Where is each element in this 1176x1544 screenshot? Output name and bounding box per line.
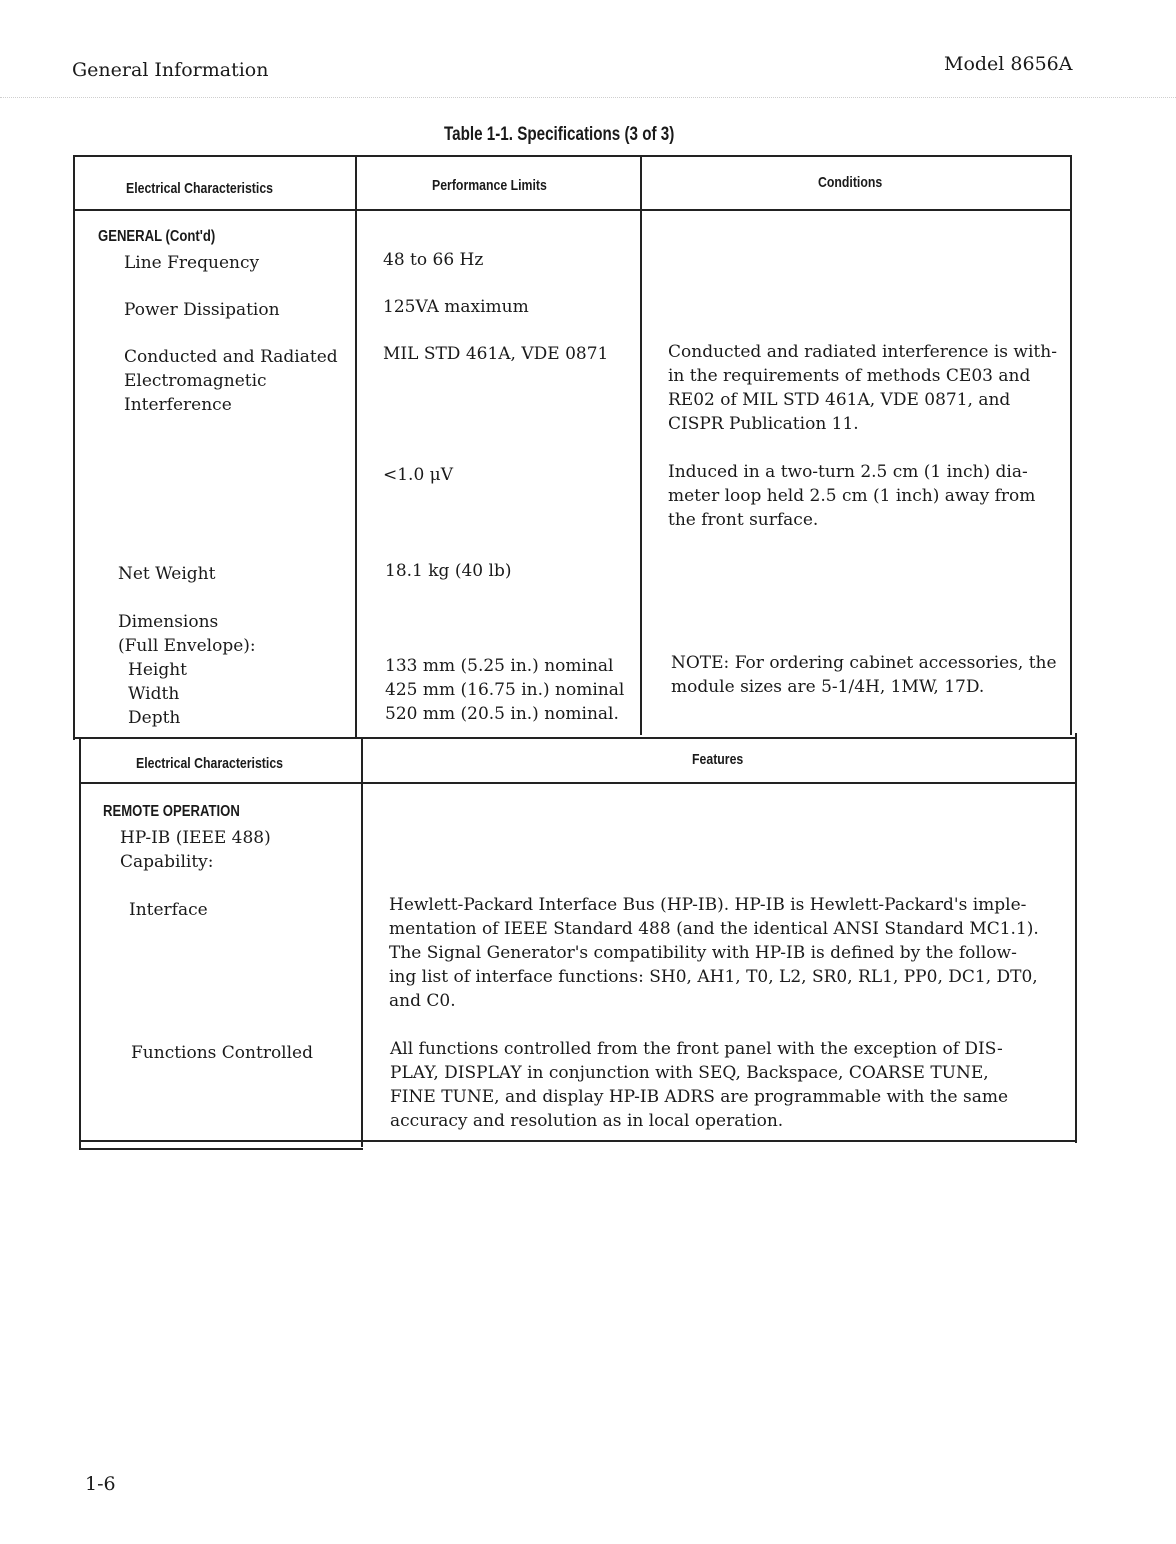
dimensions-note: NOTE: For ordering cabinet accessories, the module sizes are 5-1/4H, 1MW, 17D. [671,653,1057,697]
section-title: General Information [72,59,269,81]
emi-condition: Conducted and radiated interference is with- in the requirements of methods CE03 and RE02 of MIL STD 461A, VDE 0871, and CISPR Publication 11. [668,342,1057,434]
dimensions-limits: 133 mm (5.25 in.) nominal 425 mm (16.75 in.) nominal 520 mm (20.5 in.) nominal. [385,656,625,724]
net-weight-label: Net Weight [118,564,216,584]
dimensions-items: Height Width Depth [128,660,187,728]
table-border-bottom-shadow [79,1148,363,1150]
line-frequency-label: Line Frequency [124,253,260,273]
power-dissipation-label: Power Dissipation [124,300,280,320]
col-divider-2 [640,155,642,735]
power-dissipation-limit: 125VA maximum [383,297,529,317]
col-header-conditions: Conditions [818,174,883,191]
mid-divider-top [73,737,1076,739]
emi-label: Conducted and Radiated Electromagnetic Interference [124,347,338,415]
header-rule [0,97,1176,99]
dimensions-label: Dimensions (Full Envelope): [118,612,256,656]
table-title: Table 1-1. Specifications (3 of 3) [444,124,675,145]
col-divider-lower [361,737,363,1147]
col-divider-1 [355,155,357,738]
functions-controlled-text: All functions controlled from the front panel with the exception of DIS- PLAY, DISPLAY in conjunction with SEQ, Backspace, COARSE TUNE, FINE TUNE, and display HP-IB ADRS are programmable with the same accuracy and resolution as in local operation. [390,1039,1009,1131]
mid-divider-bottom [79,782,1076,784]
col-header-limits: Performance Limits [432,177,547,194]
table-border-left-upper [73,155,75,740]
table-border-top [73,155,1071,157]
col-header-characteristics: Electrical Characteristics [126,180,274,197]
interface-text: Hewlett-Packard Interface Bus (HP-IB). HP-IB is Hewlett-Packard's imple- mentation of IEEE Standard 488 (and the identical ANSI Standard MC1.1). The Signal Generator's compatibility with HP-IB is defined by the follow- ing list of interface functions: SH0, AH1, T0, L2, SR0, RL1, PP0, DC1, DT0, and C0. [389,895,1039,1011]
page-number: 1-6 [85,1473,116,1495]
col-header-characteristics-2: Electrical Characteristics [136,755,284,772]
table-border-right-lower [1075,733,1077,1143]
functions-controlled-label: Functions Controlled [131,1043,313,1063]
emi-limit: MIL STD 461A, VDE 0871 [383,344,609,364]
remote-section-title: REMOTE OPERATION [103,803,240,820]
table-border-left-lower [79,738,81,1150]
interface-label: Interface [129,900,208,920]
header-divider [73,209,1071,211]
model-number: Model 8656A [944,53,1073,75]
induced-limit: <1.0 μV [383,465,454,485]
col-header-features: Features [692,751,744,768]
net-weight-limit: 18.1 kg (40 lb) [385,561,512,581]
hpib-capability-label: HP-IB (IEEE 488) Capability: [120,828,271,872]
table-border-right-upper [1070,155,1072,735]
general-section-title: GENERAL (Cont'd) [98,228,216,245]
line-frequency-limit: 48 to 66 Hz [383,250,484,270]
induced-condition: Induced in a two-turn 2.5 cm (1 inch) dia- meter loop held 2.5 cm (1 inch) away from the front surface. [668,462,1036,530]
table-border-bottom [79,1140,1077,1142]
